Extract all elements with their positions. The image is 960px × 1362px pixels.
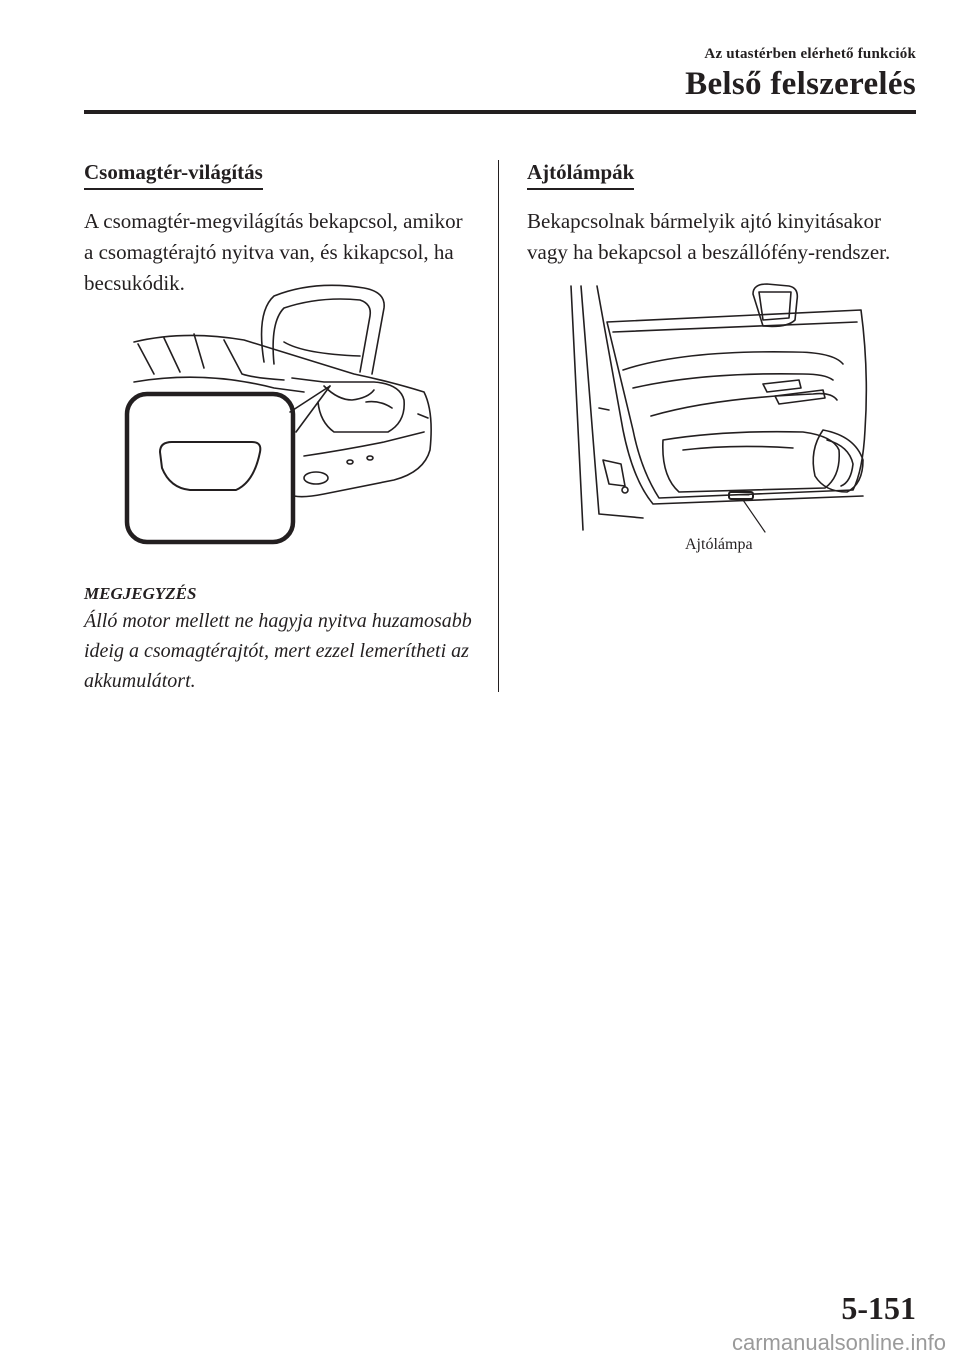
trunk-light-paragraph: A csomagtér-megvilágítás bekapcsol, amikor a csomagtérajtó nyitva van, és kikapcsol, ha becsukódik. (84, 209, 463, 295)
door-lamp-callout-label: Ajtólámpa (685, 536, 753, 553)
header-subtitle: Az utastérben elérhető funkciók (704, 46, 916, 62)
trunk-light-illustration (124, 282, 444, 562)
note-heading: MEGJEGYZÉS (84, 584, 197, 603)
watermark: carmanualsonline.info (731, 1330, 946, 1355)
left-column (84, 160, 474, 692)
section-title-trunk-light: Csomagtér-világítás (84, 160, 263, 190)
page-title: Belső felszerelés (685, 66, 916, 102)
header-rule (84, 110, 916, 114)
note-text: Álló motor mellett ne hagyja nyitva huzamosabb ideig a csomagtérajtót, mert ezzel lemerítheti az akkumulátort. (84, 610, 472, 692)
section-title-door-lights: Ajtólámpák (527, 160, 634, 190)
right-column (527, 160, 917, 553)
page-number: 5-151 (841, 1290, 916, 1326)
door-lights-paragraph: Bekapcsolnak bármelyik ajtó kinyitásakor vagy ha bekapcsol a beszállófény-rendszer. (527, 209, 891, 264)
door-light-illustration (563, 280, 883, 540)
column-divider (498, 160, 499, 692)
note-block (84, 584, 484, 696)
